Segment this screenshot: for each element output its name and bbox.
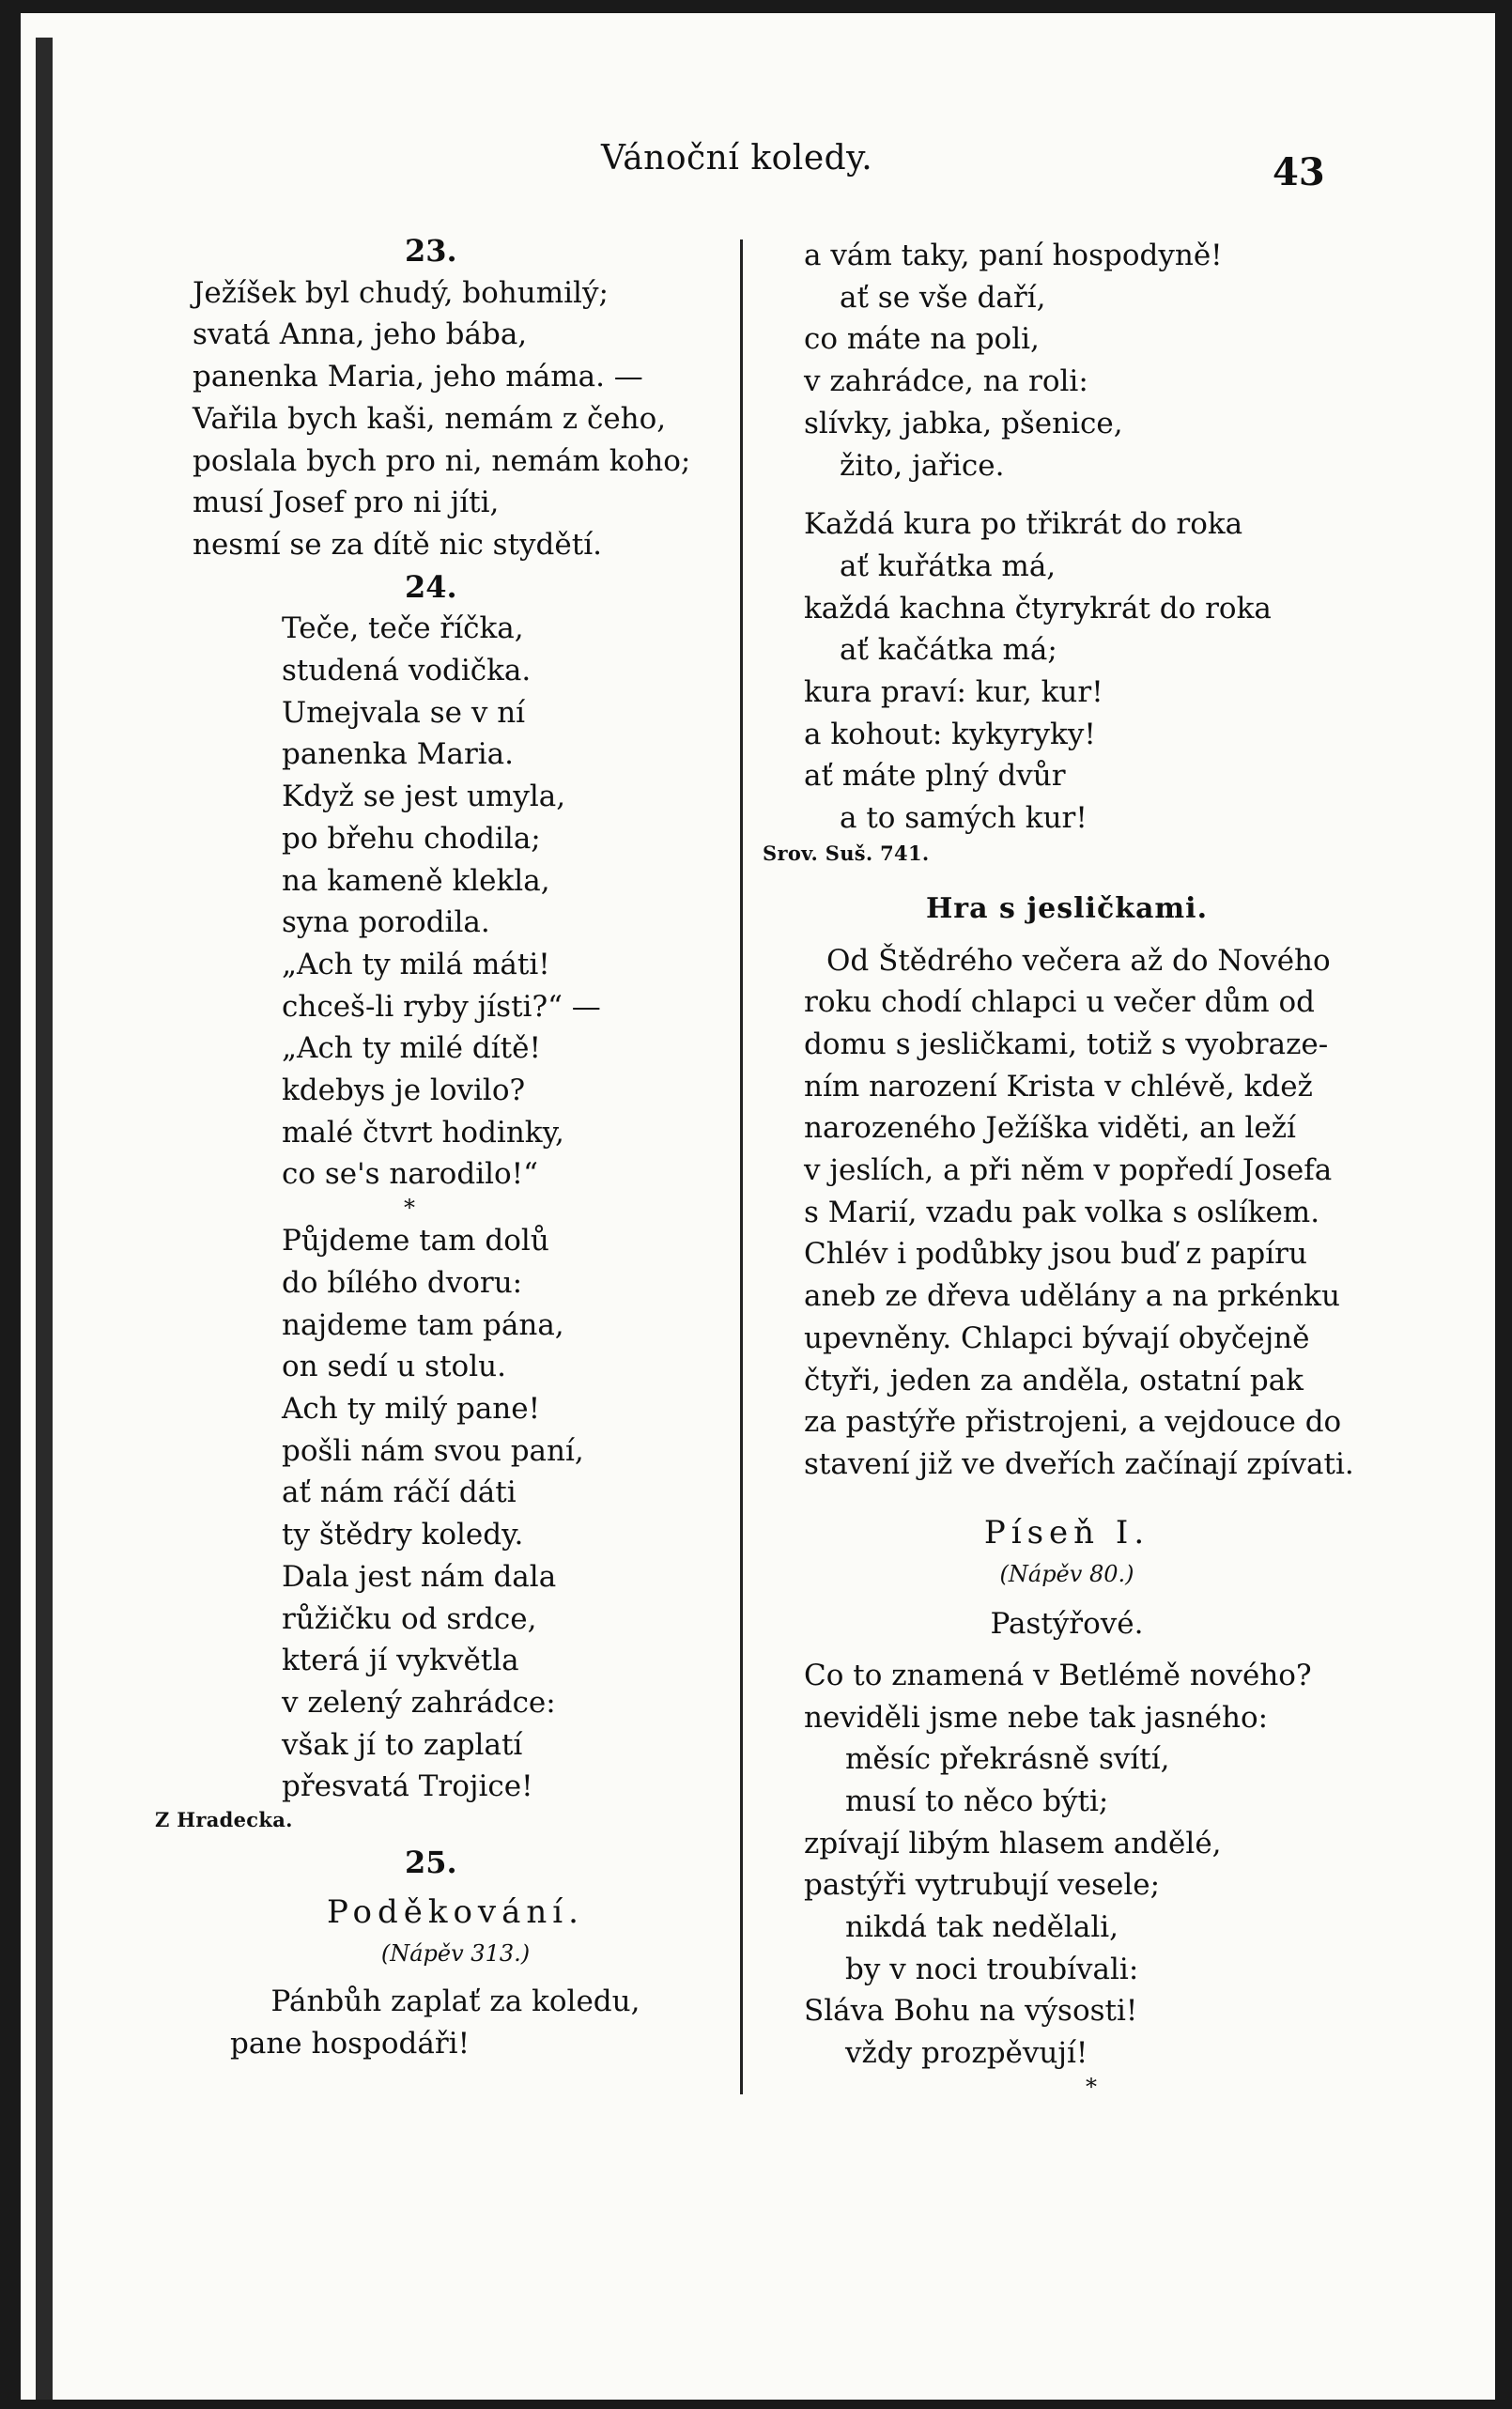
verse-line: slívky, jabka, pšenice, bbox=[804, 406, 1123, 440]
stanza-separator: * bbox=[404, 1195, 415, 1222]
verse-line: Umejvala se v ní bbox=[282, 695, 526, 730]
verse-line: do bílého dvoru: bbox=[282, 1265, 523, 1300]
verse-line: svatá Anna, jeho bába, bbox=[193, 317, 528, 352]
verse-line: najdeme tam pána, bbox=[282, 1307, 564, 1342]
verse-line: pošli nám svou paní, bbox=[282, 1433, 584, 1468]
verse-line: by v noci troubívali: bbox=[845, 1952, 1139, 1986]
verse-line: „Ach ty milé dítě! bbox=[282, 1031, 541, 1066]
source-note: Srov. Suš. 741. bbox=[763, 841, 930, 865]
song-number: 24. bbox=[405, 568, 457, 605]
paragraph-line: upevněny. Chlapci bývají obyčejně bbox=[804, 1320, 1310, 1355]
song-title: Poděkování. bbox=[327, 1892, 584, 1931]
verse-line: Teče, teče říčka, bbox=[282, 611, 524, 646]
verse-line: „Ach ty milá máti! bbox=[282, 947, 550, 981]
verse-line: a to samých kur! bbox=[840, 801, 1088, 836]
description-paragraph bbox=[804, 940, 1354, 1486]
verse-line: co se's narodilo!“ bbox=[282, 1157, 538, 1192]
verse-line: panenka Maria. bbox=[282, 737, 515, 772]
verse-line: poslala bych pro ni, nemám koho; bbox=[193, 443, 691, 478]
page-number: 43 bbox=[1273, 150, 1325, 194]
verse-line: panenka Maria, jeho máma. — bbox=[193, 360, 643, 394]
verse-line: Co to znamená v Betlémě nového? bbox=[804, 1658, 1312, 1692]
source-note: Z Hradecka. bbox=[155, 1808, 293, 1832]
verse-line: ty štědry koledy. bbox=[282, 1518, 524, 1552]
verse-line: vždy prozpěvují! bbox=[845, 2036, 1088, 2071]
song-number: 25. bbox=[405, 1845, 457, 1881]
verse-line: nikdá tak nedělali, bbox=[845, 1910, 1119, 1945]
verse-line: měsíc překrásně svítí, bbox=[845, 1742, 1170, 1777]
verse-line: v zelený zahrádce: bbox=[282, 1685, 556, 1720]
tune-reference: (Nápěv 80.) bbox=[999, 1561, 1134, 1588]
paragraph-line: Od Štědrého večera až do Nového bbox=[826, 943, 1331, 978]
verse-line: Každá kura po třikrát do roka bbox=[804, 507, 1243, 542]
speaker-label: Pastýřové. bbox=[990, 1607, 1144, 1642]
verse-line: syna porodila. bbox=[282, 905, 490, 940]
paragraph-line: v jeslích, a při něm v popředí Josefa bbox=[804, 1153, 1333, 1188]
scan-border-bottom bbox=[0, 2400, 1512, 2409]
column-divider bbox=[740, 239, 743, 2094]
verse-line: kdebys je lovilo? bbox=[282, 1073, 526, 1108]
left-column bbox=[155, 230, 718, 2065]
right-column bbox=[763, 235, 1354, 2100]
verse-line: Vařila bych kaši, nemám z čeho, bbox=[193, 401, 667, 436]
verse-line: pane hospodáři! bbox=[230, 2026, 471, 2061]
scan-border-right bbox=[1495, 0, 1512, 2409]
verse-line: po břehu chodila; bbox=[282, 821, 541, 856]
verse-line: Sláva Bohu na výsosti! bbox=[804, 1994, 1138, 2029]
scan-border-top bbox=[0, 0, 1512, 13]
song-25-continuation bbox=[804, 235, 1330, 486]
paragraph-line: domu s jesličkami, totiž s vyobraze- bbox=[804, 1027, 1329, 1061]
section-heading: Hra s jesličkami. bbox=[925, 891, 1209, 925]
verse-line: přesvatá Trojice! bbox=[282, 1769, 533, 1804]
scan-border-left bbox=[0, 0, 21, 2409]
verse-line: neviděli jsme nebe tak jasného: bbox=[804, 1700, 1269, 1735]
verse-line: a kohout: kykyryky! bbox=[804, 717, 1096, 751]
verse-line: chceš-li ryby jísti?“ — bbox=[282, 989, 601, 1024]
stanza-break bbox=[804, 486, 1330, 503]
verse-line: Když se jest umyla, bbox=[282, 780, 566, 814]
verse-line: musí to něco býti; bbox=[845, 1784, 1109, 1818]
verse-line: v zahrádce, na roli: bbox=[804, 364, 1088, 399]
verse-line: kura praví: kur, kur! bbox=[804, 675, 1103, 710]
verse-line: musí Josef pro ni jíti, bbox=[193, 486, 500, 520]
verse-line: Půjdeme tam dolů bbox=[282, 1224, 549, 1259]
verse-line: Dala jest nám dala bbox=[282, 1559, 557, 1594]
verse-line: každá kachna čtyrykrát do roka bbox=[804, 591, 1272, 625]
song-1-text bbox=[804, 1655, 1330, 2075]
running-title: Vánoční koledy. bbox=[601, 139, 873, 178]
verse-line: však jí to zaplatí bbox=[282, 1727, 523, 1762]
verse-line: Ach ty milý pane! bbox=[282, 1391, 541, 1426]
scan-spine-shadow bbox=[36, 38, 53, 2409]
verse-line: studená vodička. bbox=[282, 654, 532, 688]
paragraph-line: stavení již ve dveřích začínají zpívati. bbox=[804, 1446, 1354, 1481]
verse-line: ať se vše daří, bbox=[840, 280, 1046, 315]
paragraph-line: aneb ze dřeva udělány a na prkénku bbox=[804, 1279, 1340, 1314]
song-23-text bbox=[193, 272, 718, 566]
paragraph-line: s Marií, vzadu pak volka s oslíkem. bbox=[804, 1195, 1320, 1229]
song-title: Píseň I. bbox=[983, 1513, 1150, 1552]
verse-line: ať máte plný dvůr bbox=[804, 759, 1066, 794]
paragraph-line: roku chodí chlapci u večer dům od bbox=[804, 985, 1316, 1020]
song-25-stanza bbox=[804, 503, 1330, 840]
paragraph-line: čtyři, jeden za anděla, ostatní pak bbox=[804, 1363, 1304, 1398]
verse-line: žito, jařice. bbox=[840, 448, 1005, 483]
paragraph-line: ním narození Krista v chlévě, kdež bbox=[804, 1069, 1313, 1104]
verse-line: co máte na poli, bbox=[804, 322, 1040, 357]
verse-line: růžičku od srdce, bbox=[282, 1601, 537, 1636]
verse-line: ať kuřátka má, bbox=[840, 548, 1057, 583]
verse-line: zpívají libým hlasem andělé, bbox=[804, 1826, 1222, 1861]
verse-line: ať kačátka má; bbox=[840, 633, 1057, 668]
paragraph-line: Chlév i podůbky jsou buď z papíru bbox=[804, 1237, 1307, 1272]
verse-line: malé čtvrt hodinky, bbox=[282, 1115, 564, 1150]
verse-line: a vám taky, paní hospodyně! bbox=[804, 239, 1223, 272]
verse-line: on sedí u stolu. bbox=[282, 1350, 506, 1384]
verse-line: Ježíšek byl chudý, bohumilý; bbox=[193, 275, 609, 310]
verse-line: Pánbůh zaplať za koledu, bbox=[270, 1984, 640, 2019]
song-24-text bbox=[193, 608, 718, 1808]
paragraph-line: za pastýře přistrojeni, a vejdouce do bbox=[804, 1405, 1342, 1440]
song-number: 23. bbox=[405, 233, 457, 269]
tune-reference: (Nápěv 313.) bbox=[380, 1940, 531, 1968]
verse-line: pastýři vytrubují vesele; bbox=[804, 1868, 1161, 1903]
paragraph-line: narozeného Ježíška viděti, an leží bbox=[804, 1111, 1296, 1146]
end-mark: * bbox=[1086, 2073, 1097, 2100]
verse-line: na kameně klekla, bbox=[282, 863, 550, 898]
verse-line: ať nám ráčí dáti bbox=[282, 1475, 517, 1510]
verse-line: která jí vykvětla bbox=[282, 1644, 519, 1678]
verse-line: nesmí se za dítě nic stydětí. bbox=[193, 527, 602, 562]
